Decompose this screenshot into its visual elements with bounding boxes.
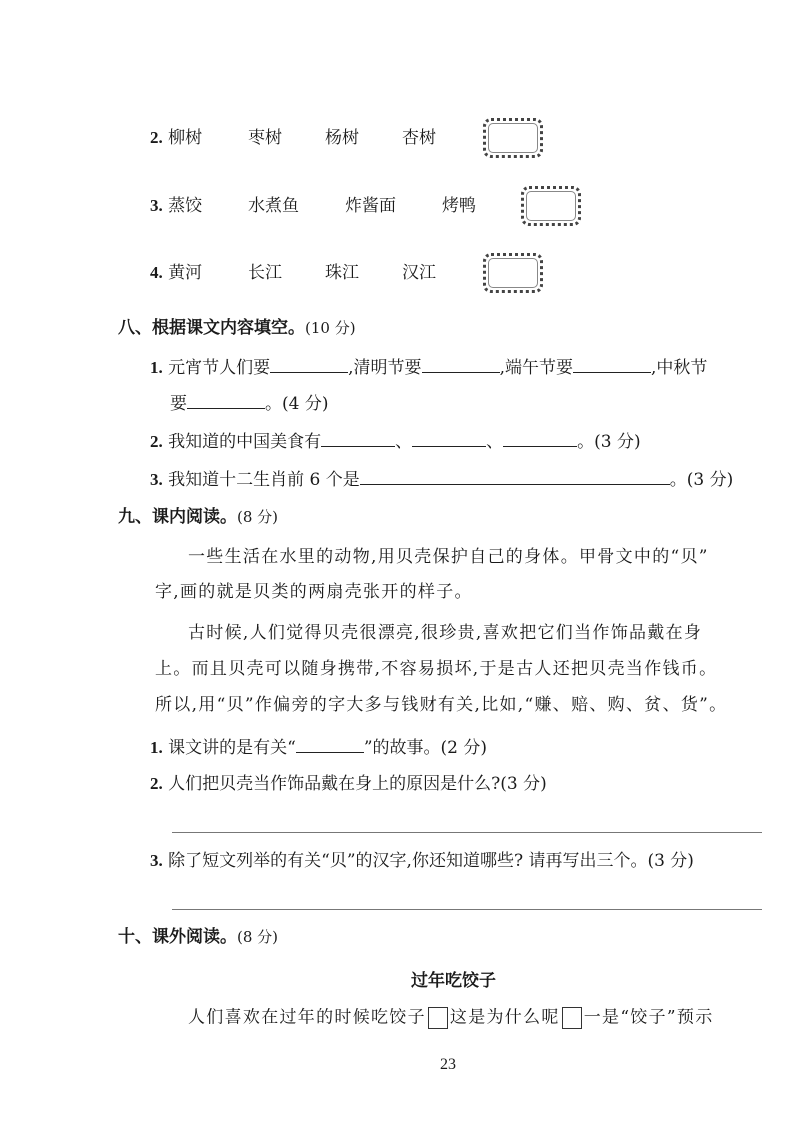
question-text: 课文讲的是有关“	[168, 738, 296, 758]
word: 长江	[248, 263, 282, 283]
word: 黄河	[168, 263, 203, 283]
punctuation-box[interactable]	[562, 1007, 582, 1029]
word: 杨树	[325, 128, 359, 148]
question-number: 4.	[150, 263, 163, 282]
section-title: 十、课外阅读。	[118, 927, 237, 947]
reading-text: 这是为什么呢	[449, 1007, 560, 1028]
word: 水煮鱼	[248, 196, 299, 216]
question-9-2	[150, 774, 547, 794]
question-text: ,端午节要	[499, 358, 573, 378]
fill-blank[interactable]	[270, 356, 348, 373]
answer-box-chain[interactable]	[483, 118, 543, 158]
section-score: (8 分)	[237, 508, 279, 526]
separator: 、	[486, 432, 504, 452]
question-number: 3.	[150, 196, 163, 215]
section-score: (8 分)	[237, 928, 279, 946]
question-text: 。(4 分)	[265, 394, 329, 414]
page-number: 23	[440, 1056, 456, 1073]
word: 柳树	[168, 128, 203, 148]
reading-text: 字,画的就是贝类的两扇壳张开的样子。	[155, 582, 473, 602]
question-text: 要	[170, 394, 187, 414]
question-9-1	[150, 736, 487, 758]
answer-box-chain[interactable]	[521, 186, 581, 226]
question-text: 。(3 分)	[577, 432, 641, 452]
fill-blank[interactable]	[422, 356, 500, 373]
question-number: 2.	[150, 774, 163, 793]
group-row-2	[150, 128, 202, 148]
question-text: ,中秋节	[650, 358, 708, 378]
section-9-heading	[118, 507, 278, 527]
separator: 、	[395, 432, 413, 452]
question-number: 3.	[150, 470, 163, 489]
reading-text: 所以,用“贝”作偏旁的字大多与钱财有关,比如,“赚、赔、购、贫、货”。	[155, 695, 728, 715]
question-9-3	[150, 851, 694, 871]
question-text: 人们把贝壳当作饰品戴在身上的原因是什么?(3 分)	[168, 774, 547, 794]
question-number: 2.	[150, 432, 163, 451]
question-text: 。(3 分)	[669, 470, 734, 490]
passage-title: 过年吃饺子	[411, 971, 496, 991]
word: 炸酱面	[345, 196, 396, 216]
fill-blank[interactable]	[360, 468, 670, 485]
question-8-3	[150, 468, 733, 490]
word: 枣树	[248, 128, 282, 148]
question-text: ”的故事。(2 分)	[363, 738, 488, 758]
section-10-heading	[118, 927, 278, 947]
reading-text: 人们喜欢在过年的时候吃饺子	[188, 1007, 426, 1028]
question-text: 元宵节人们要	[168, 358, 271, 378]
reading-text: 古时候,人们觉得贝壳很漂亮,很珍贵,喜欢把它们当作饰品戴在身	[188, 623, 703, 643]
fill-blank[interactable]	[503, 430, 577, 447]
question-8-1-cont	[170, 392, 328, 414]
word: 杏树	[402, 128, 436, 148]
fill-blank[interactable]	[412, 430, 486, 447]
question-8-1	[150, 356, 707, 378]
passage-line	[188, 1007, 714, 1029]
fill-blank[interactable]	[321, 430, 395, 447]
fill-blank[interactable]	[296, 736, 364, 753]
word: 汉江	[402, 263, 436, 283]
section-title: 八、根据课文内容填空。	[118, 318, 305, 338]
word: 蒸饺	[168, 196, 203, 216]
reading-text: 一是“饺子”预示	[583, 1007, 714, 1028]
question-number: 1.	[150, 738, 163, 757]
reading-text: 上。而且贝壳可以随身携带,不容易损坏,于是古人还把贝壳当作钱币。	[155, 659, 718, 679]
word: 珠江	[325, 263, 359, 283]
fill-blank[interactable]	[573, 356, 651, 373]
answer-line[interactable]	[172, 909, 762, 910]
question-number: 2.	[150, 128, 163, 147]
section-title: 九、课内阅读。	[118, 507, 237, 527]
section-8-heading	[118, 318, 356, 338]
question-text: ,清明节要	[348, 358, 422, 378]
question-number: 1.	[150, 358, 163, 377]
group-row-4	[150, 263, 202, 283]
punctuation-box[interactable]	[428, 1007, 448, 1029]
answer-box-chain[interactable]	[483, 253, 543, 293]
reading-text: 一些生活在水里的动物,用贝壳保护自己的身体。甲骨文中的“贝”	[188, 547, 709, 567]
question-text: 我知道的中国美食有	[168, 432, 322, 452]
answer-line[interactable]	[172, 832, 762, 833]
word: 烤鸭	[442, 196, 476, 216]
question-8-2	[150, 430, 641, 452]
question-text: 除了短文列举的有关“贝”的汉字,你还知道哪些? 请再写出三个。(3 分)	[168, 851, 694, 871]
question-text: 我知道十二生肖前 6 个是	[168, 470, 360, 490]
section-score: (10 分)	[305, 319, 356, 337]
fill-blank[interactable]	[187, 392, 265, 409]
question-number: 3.	[150, 851, 163, 870]
group-row-3	[150, 196, 202, 216]
